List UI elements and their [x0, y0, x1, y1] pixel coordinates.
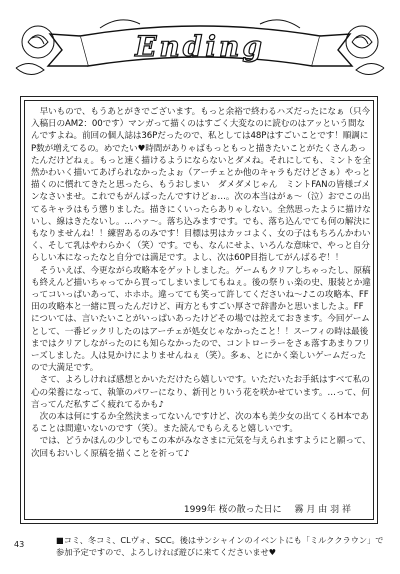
ending-banner	[10, 8, 390, 88]
afterword-text	[31, 106, 371, 460]
signature-date: 1999年 桜の散った日に	[183, 505, 282, 515]
paragraph: 次の本は何にするか全然決まってないんですけど、次の本も美少女の出てくるH本であることは間違いないのです（笑）。また読んでもらえると嬉しいです。	[31, 412, 369, 435]
ending-title: Ending	[135, 30, 265, 63]
paragraph: そういえば、今更ながら攻略本をゲットしました。ゲームもクリアしちゃったし、原稿も終えんど描いちゃってから買ってしまいましてもねぇ。後の祭りぃ楽の史、服装とか違ってコいっぱいあって、ホホホ。違ってても笑って許してくださいね〜♪この攻略本、FF田の攻略本と一緒に買ったんだけど、両方ともすごい厚さで辞書かと思いましたよ。FFについては、言いたいことがいっぱいあったけどその場では控えておきます。今回ゲームとして、一番ビックリしたのはアーチェが処女じゃなかったこと！！スーフィの時は最後まではクリアしながったのにも知らなかったので、コントローラーをさぁ落すあまりフリーズしました。人は見かけによりませんねぇ（笑）。多ぁ、とにかく楽しいゲームだったので大満足です。	[31, 265, 371, 374]
paragraph: さて、よろしければ感想とかいただけたら嬉しいです。いただいたお手紙はすべて私の心の栄養になって、執筆のパワーになり、新刊とりいう花を咲かせています。…って、何言ってんだ私すごく疲れてるかも♪	[31, 375, 370, 410]
signature-author: 霧 月 由 羽 祥	[294, 505, 351, 515]
signature	[31, 502, 351, 515]
paragraph: では、どうかほんの少しでもこの本がみなさまに元気を与えられますようにと願って、次回もおいしく原稿を描くことを祈って♪	[31, 436, 371, 459]
page-number: 43	[14, 540, 25, 549]
paragraph: 早いもので、もうあとがきでございます。もっと余裕で終わるハズだったになぁ（只今入稿日のAM2：00です）マンガって描くのはすごく大変なのに読むのはアッという間なんですよね。前回の個人誌は36Pだったので、私としては48Pはすごいことです！順調にP数が増えてるの。めでたい♥時間がありゃばもっともっと描きたいことがたくさんあったんだけどねぇ。もっと速く描けるようにならないとダメね。それにしても、ミントを全然かわいく描いてあげられなかったよぉ（アーチェとか他のキャラもだけどさぁ）やっと描くのに慣れてきたと思ったら、もうおしまい ダメダメじゃん ミントFANの皆様ゴメンなさいませ。これでもがんばったんですけどぉ…。次の本当はがぁ〜（泣）おでこの出てるキャラはもう懲りました。描きにくいったらありゃしない。全然思ったように描けないし、線はきたないし。…ハァ〜。落ち込みますです。でも、落ち込んでても何の解決にもなりませんね！！練習あるのみです！目標は男はカッコよく、女の子はもちろんかわいく、そして乳はやわらかく（笑）です。でも、なんにせよ、いろんな意味で、やっと自分らしい本になったなと自分では満足です。よし、次は60P目指してがんばるぞ！！	[31, 107, 371, 264]
footnote: ■コミ、冬コミ、CLヴォ、SCC。後はサンシャインのイベントにも「ミルククラウン」で参加予定ですので、よろしければ遊びに来てくださいませ♥	[56, 535, 384, 557]
